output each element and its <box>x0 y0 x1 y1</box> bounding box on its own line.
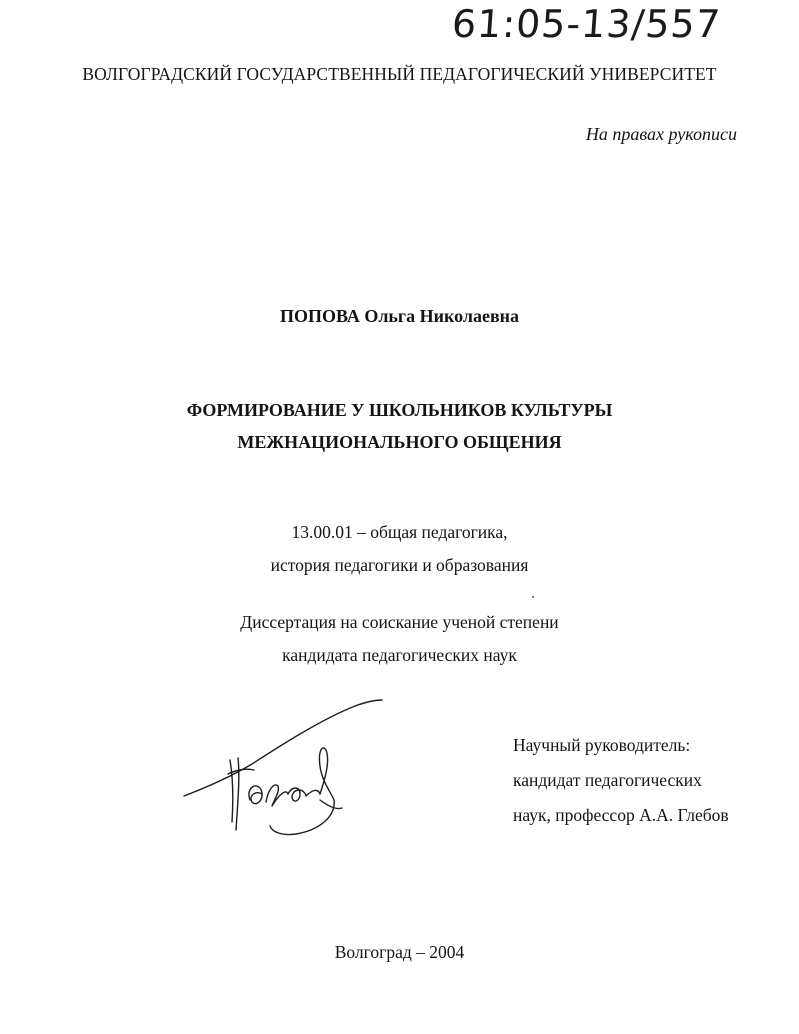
supervisor-line-1: Научный руководитель: <box>513 735 691 755</box>
specialty-line-2: история педагогики и образования <box>270 555 529 575</box>
manuscript-rights-note: На правах рукописи <box>585 124 737 144</box>
city-and-year: Волгоград – 2004 <box>334 942 465 962</box>
scan-speck <box>532 596 534 598</box>
dissertation-title <box>0 394 799 458</box>
handwritten-archive-code: 61:05-13/557 <box>450 2 723 46</box>
title-line-2: МЕЖНАЦИОНАЛЬНОГО ОБЩЕНИЯ <box>237 432 562 452</box>
author-signature <box>170 690 400 840</box>
degree-line-2: кандидата педагогических наук <box>282 645 517 665</box>
title-line-1: ФОРМИРОВАНИЕ У ШКОЛЬНИКОВ КУЛЬТУРЫ <box>186 400 613 420</box>
supervisor-line-3: наук, профессор А.А. Глебов <box>513 805 729 825</box>
supervisor-line-2: кандидат педагогических <box>513 770 702 790</box>
author-name: ПОПОВА Ольга Николаевна <box>279 306 520 326</box>
university-name: ВОЛГОГРАДСКИЙ ГОСУДАРСТВЕННЫЙ ПЕДАГОГИЧЕСКИЙ УНИВЕРСИТЕТ <box>82 64 717 84</box>
degree-line-1: Диссертация на соискание ученой степени <box>240 612 559 632</box>
specialty-line-1: 13.00.01 – общая педагогика, <box>291 522 508 542</box>
degree-statement <box>0 606 799 672</box>
specialty-code <box>0 516 799 582</box>
scientific-supervisor <box>513 728 729 833</box>
